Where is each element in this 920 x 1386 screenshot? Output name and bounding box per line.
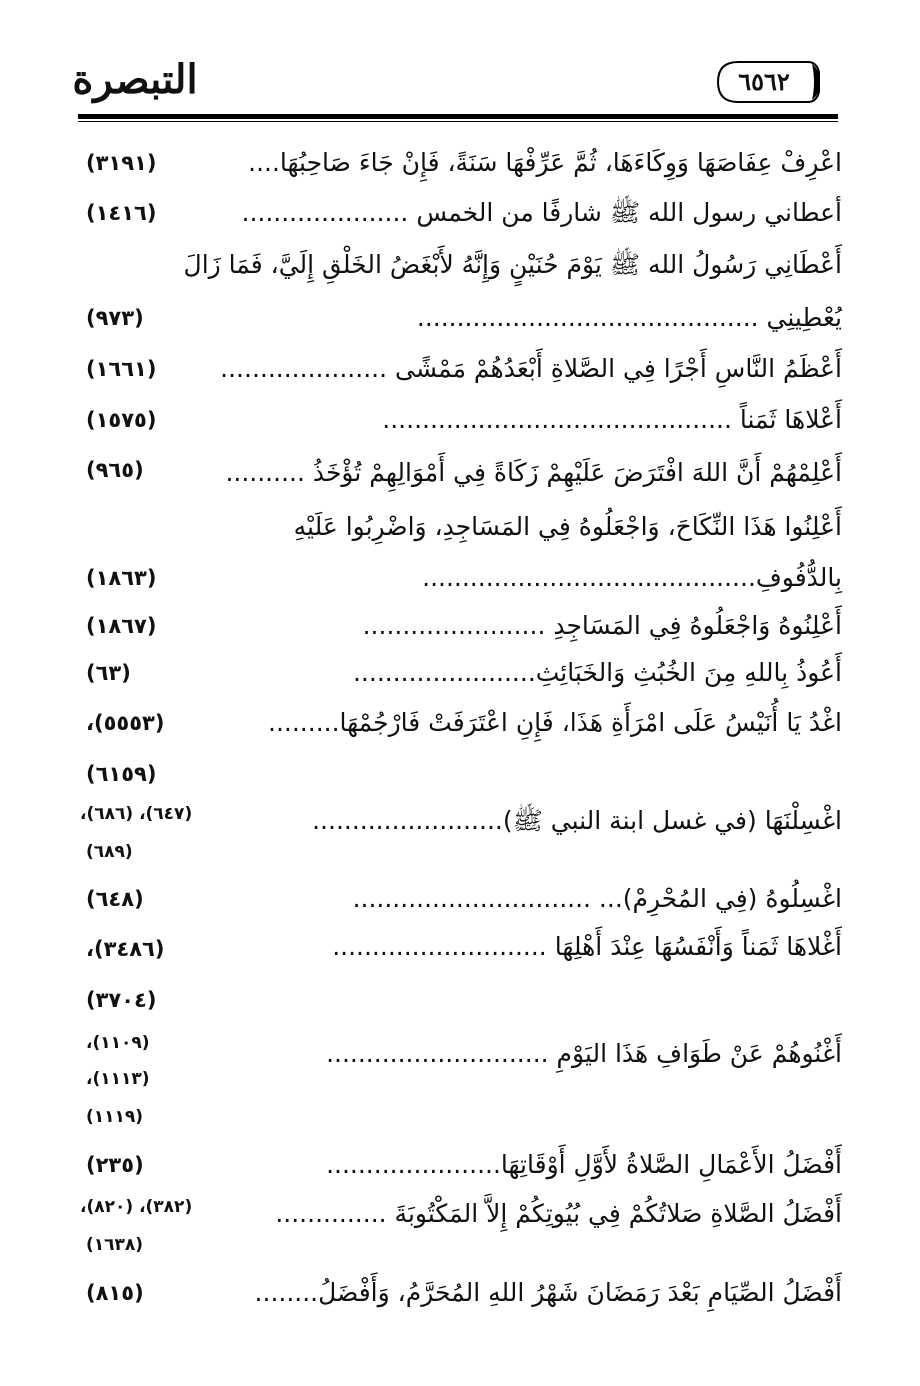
- entry-text: بِالدُّفُوفِ..........................................: [422, 563, 842, 592]
- entry-reference: (١٤١٦): [86, 201, 157, 225]
- entry-reference: (٩٧٣): [86, 306, 144, 330]
- entry-text: أَعُوذُ بِاللهِ مِنَ الخُبُثِ وَالخَبَائِثِ.......................: [352, 658, 842, 687]
- entry-text: أَغْلاهَا ثَمَناً وَأَنْفَسُهَا عِنْدَ أَهْلِهَا ...........................: [332, 932, 842, 961]
- entry-reference: (١١١٩): [86, 1107, 144, 1127]
- entry-text: أَعْلِمْهُمْ أَنَّ اللهَ افْتَرَضَ عَلَيْهِمْ زَكَاةً فِي أَمْوَالِهِمْ تُؤْخَذُ ..........: [225, 458, 842, 487]
- entry-reference: (٦٨٩): [86, 842, 133, 862]
- entry-text: أَعْظَمُ النَّاسِ أَجْرًا فِي الصَّلاةِ أَبْعَدُهُمْ مَمْشًى .....................: [220, 354, 842, 383]
- entry-reference: (٣١٩١): [86, 151, 157, 175]
- page-number: ٦٥٦٢: [738, 67, 790, 96]
- book-title: التبصرة: [72, 56, 198, 103]
- entry-reference: (١٨٦٧): [86, 614, 157, 638]
- entry-text: أعطاني رسول الله ﷺ شارفًا من الخمس .....................: [241, 198, 842, 227]
- entry-reference: (٥٥٥٣)،: [86, 711, 165, 735]
- entry-reference: (١١١٣)،: [86, 1069, 150, 1089]
- entry-text: يُعْطِينِي ...........................................: [416, 303, 842, 332]
- entry-reference: (٦٣): [86, 661, 131, 685]
- entry-reference: (١٥٧٥): [86, 408, 157, 432]
- entry-text: أَفْضَلُ الصِّيَامِ بَعْدَ رَمَضَانَ شَهْرُ اللهِ المُحَرَّمُ، وَأَفْضَلُ........: [254, 1278, 842, 1307]
- header-rule: [78, 114, 838, 119]
- entry-text: أَفْضَلُ الأَعْمَالِ الصَّلاةُ لأَوَّلِ أَوْقَاتِهَا......................: [326, 1150, 842, 1179]
- entry-text: أَعْلاهَا ثَمَناً ............................................: [382, 405, 842, 434]
- entry-reference: (١٨٦٣): [86, 566, 157, 590]
- entry-reference: (١١٠٩)،: [86, 1033, 150, 1053]
- entry-text: أَعْطَانِي رَسُولُ الله ﷺ يَوْمَ حُنَيْنٍ وَإِنَّهُ لأَبْغَضُ الخَلْقِ إِلَيَّ، فَمَا زَالَ: [183, 250, 842, 279]
- entry-text: أَعْلِنُوهُ وَاجْعَلُوهُ فِي المَسَاجِدِ .......................: [362, 611, 842, 640]
- entry-text: أَفْضَلُ الصَّلاةِ صَلاتُكُمْ فِي بُيُوتِكُمْ إِلاَّ المَكْتُوبَةَ ..............: [275, 1199, 842, 1228]
- entry-text: اغْسِلْنَهَا (في غسل ابنة النبي ﷺ)........................: [312, 806, 842, 835]
- entry-reference: (٢٣٥): [86, 1153, 144, 1177]
- entry-reference: (٦٤٨): [86, 887, 144, 911]
- entry-text: أَعْلِنُوا هَذَا النِّكَاحَ، وَاجْعَلُوهُ فِي المَسَاجِدِ، وَاضْرِبُوا عَلَيْهِ: [293, 512, 842, 541]
- entry-text: اعْرِفْ عِفَاصَهَا وَوِكَاءَهَا، ثُمَّ عَرِّفْهَا سَنَةً، فَإِنْ جَاءَ صَاحِبُهَا....: [248, 148, 842, 177]
- entry-reference: (١٦٣٨): [86, 1235, 144, 1255]
- entry-text: أَغْنُوهُمْ عَنْ طَوَافِ هَذَا اليَوْمِ ............................: [326, 1039, 842, 1068]
- entry-reference: (٩٦٥): [86, 458, 144, 482]
- header-rule-thin: [78, 121, 838, 122]
- entry-text: اغْدُ يَا أُنَيْسُ عَلَى امْرَأَةِ هَذَا، فَإِنِ اعْتَرَفَتْ فَارْجُمْهَا.........: [268, 708, 842, 737]
- entry-text: اغْسِلُوهُ (فِي المُحْرِمْ)... ..............................: [352, 884, 842, 913]
- entry-reference: (٣٨٢)، (٨٢٠)،: [80, 1197, 193, 1217]
- entry-reference: (٦١٥٩): [86, 762, 157, 786]
- entry-reference: (٣٤٨٦)،: [86, 937, 165, 961]
- entry-reference: (٣٧٠٤): [86, 988, 157, 1012]
- entry-reference: (٨١٥): [86, 1281, 144, 1305]
- page-number-badge: [716, 60, 820, 104]
- entry-reference: (١٦٦١): [86, 357, 157, 381]
- entry-reference: (٦٤٧)، (٦٨٦)،: [80, 804, 193, 824]
